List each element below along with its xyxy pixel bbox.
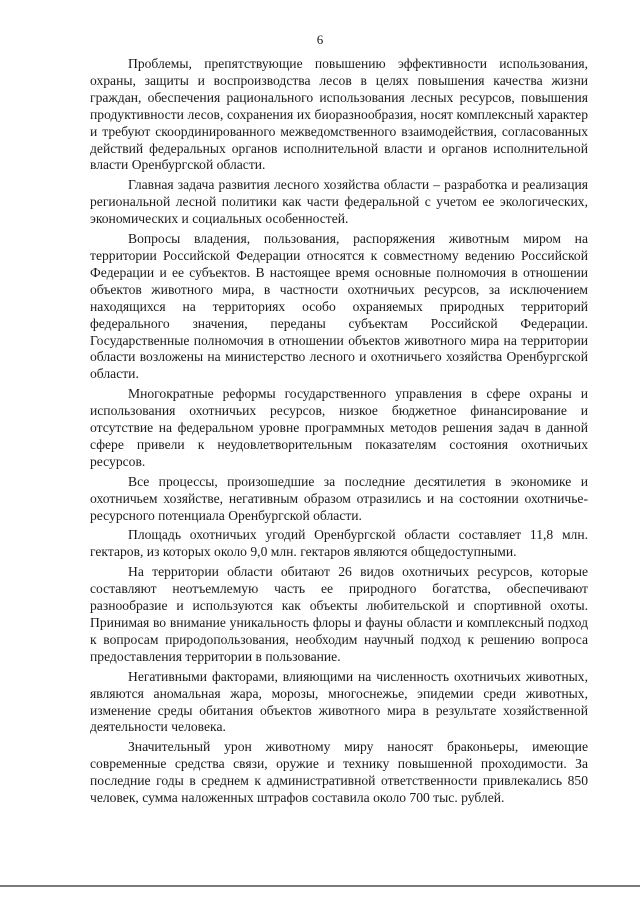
paragraph-4: Многократные реформы государственного управления в сфере охраны и использования охотничьих ресурсов, низкое бюджетное финансирование и отсутствие на федеральном уровне программных методов решения задач в данной сфере привели к неудовлетворительным показателям состояния охотничьих ресурсов. [90,386,588,469]
paragraph-9: Значительный урон животному миру наносят браконьеры, имеющие современные средства связи, оружие и технику повышенной проходимости. За последние годы в среднем к административной ответственности привлекались 850 человек, сумма наложенных штрафов составила около 700 тыс. рублей. [90,739,588,806]
paragraph-3: Вопросы владения, пользования, распоряжения животным миром на территории Российской Федерации относятся к совместному ведению Российской Федерации и ее субъектов. В настоящее время основные полномочия в отношении объектов животного мира, в частности охотничьих ресурсов, за исключением находящихся на территориях особо охраняемых природных территорий федерального значения, переданы субъектам Российской Федерации. Государственные полномочия в отношении объектов животного мира на территории области возложены на министерство лесного и охотничьего хозяйства Оренбургской области. [90,231,588,382]
document-body [90,56,588,810]
scan-bottom-edge [0,885,640,887]
paragraph-6: Площадь охотничьих угодий Оренбургской области составляет 11,8 млн. гектаров, из которых около 9,0 млн. гектаров являются общедоступными. [90,527,588,560]
paragraph-2: Главная задача развития лесного хозяйства области – разработка и реализация региональной лесной политики как части федеральной с учетом ее экологических, экономических и социальных особенностей. [90,177,588,227]
paragraph-1: Проблемы, препятствующие повышению эффективности использования, охраны, защиты и воспроизводства лесов в целях повышения качества жизни граждан, обеспечения рационального использования лесных ресурсов, повышения продуктивности лесов, сохранения их биоразнообразия, носят комплексный характер и требуют скоординированного межведомственного взаимодействия, согласованных действий федеральных органов исполнительной власти и органов исполнительной власти Оренбургской области. [90,56,588,173]
paragraph-7: На территории области обитают 26 видов охотничьих ресурсов, которые составляют неотъемлемую часть ее природного богатства, обеспечивают разнообразие и используются как объекты любительской и спортивной охоты. Принимая во внимание уникальность флоры и фауны области и комплексный подход к вопросам природопользования, необходим научный подход к решению вопроса предоставления территории в пользование. [90,564,588,664]
page-number: 6 [316,32,324,47]
paragraph-8: Негативными факторами, влияющими на численность охотничьих животных, являются аномальная жара, морозы, многоснежье, эпидемии среди животных, изменение среды обитания объектов животного мира в результате хозяйственной деятельности человека. [90,668,588,735]
paragraph-5: Все процессы, произошедшие за последние десятилетия в экономике и охотничьем хозяйстве, негативным образом отразились и на состоянии охотничье-ресурсного потенциала Оренбургской области. [90,473,588,523]
